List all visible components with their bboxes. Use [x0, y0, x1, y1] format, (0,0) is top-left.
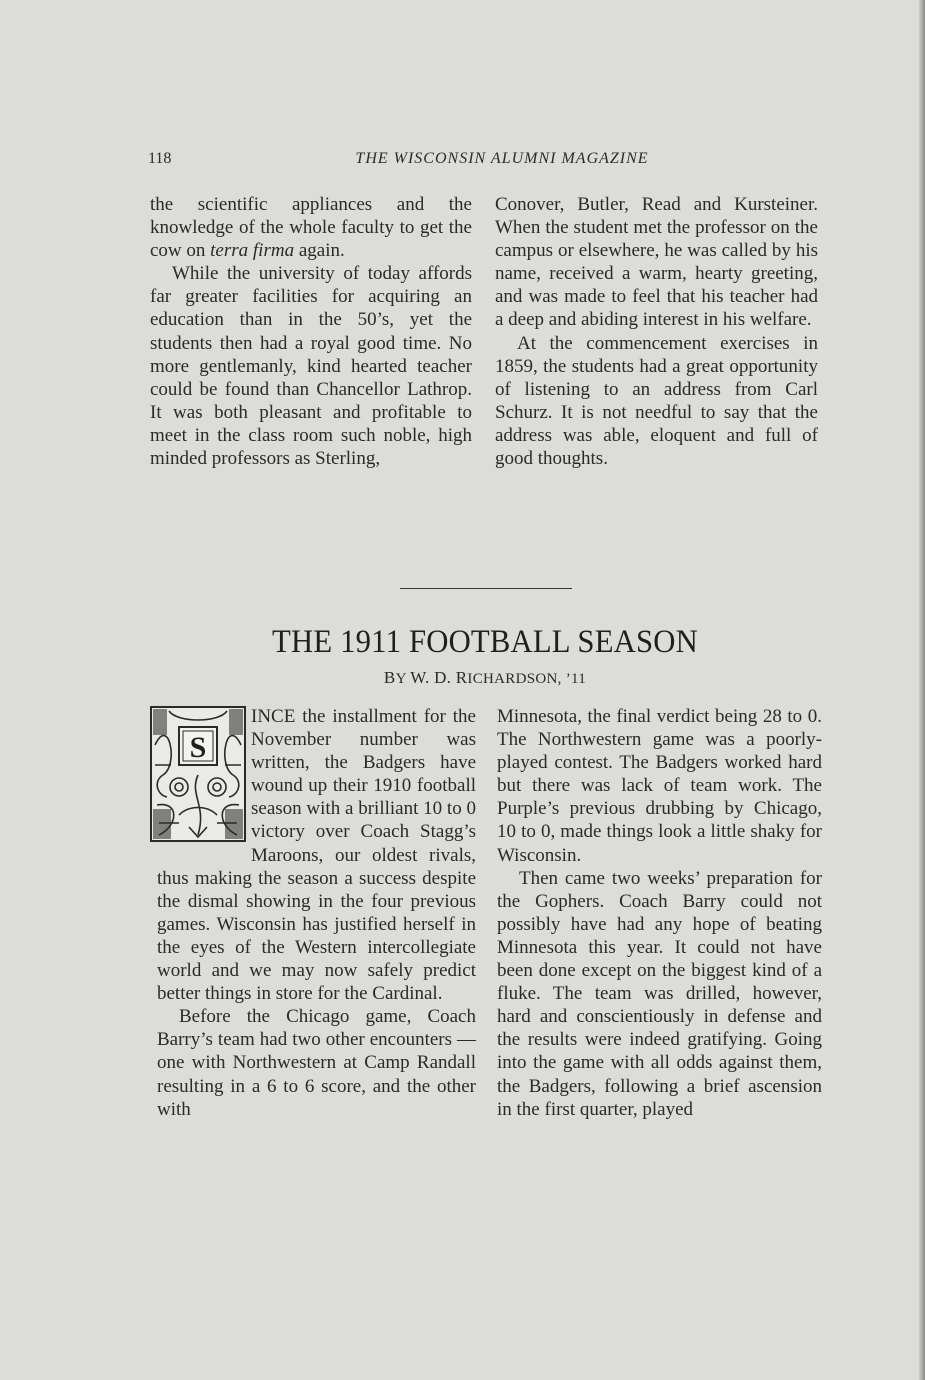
drop-cap-ornament — [149, 705, 247, 845]
paragraph: At the commencement exercises in 1859, the students had a great opportunity of listening to an address from Carl Schurz. It is not needful to say that the address was able, eloquent and full of good thoughts. — [495, 332, 818, 470]
paragraph: While the university of today affords far greater facilities for acquiring an education than in the 50’s, yet the students then had a royal good time. No more gentlemanly, kind hearted teacher could be found than Chancellor Lathrop. It was both pleasant and profitable to meet in the class room such noble, high minded professors as Sterling, — [150, 263, 472, 470]
byline-author-rest: ICHARDSON, ’11 — [467, 671, 587, 687]
italic-phrase: terra firma — [210, 240, 295, 262]
paragraph: INCE the installment for the November number was written, the Badgers have wound up their 1910 football season with a brilliant 10 to 0 victory over Coach Stagg’s Maroons, our oldest rivals, thus making the season a success despite the dismal showing in the four previous games. Wisconsin has justified herself in the eyes of the Western intercollegiate world and we may now safely predict better things in store for the Cardinal. — [157, 706, 476, 1005]
paragraph: Minnesota, the final verdict being 28 to 0. The Northwestern game was a poorly-played contest. The Badgers worked hard but there was lack of team work. The Purple’s previous drubbing by Chicago, 10 to 0, made things look a little shaky for Wisconsin. — [497, 706, 822, 866]
running-header — [148, 150, 826, 174]
page-number: 118 — [148, 150, 172, 167]
text-run: again. — [294, 240, 345, 262]
paragraph: Then came two weeks’ preparation for the Gophers. Coach Barry could not possibly have had any hope of beating Minnesota this year. It could not have been done except on the biggest kind of a fluke. The team was drilled, however, hard and conscientiously in defense and the results were indeed gratifying. Going into the game with all odds against them, the Badgers, following a brief ascension in the first quarter, played — [497, 867, 822, 1120]
drop-cap-letter: S — [189, 731, 207, 764]
section-divider — [400, 588, 572, 589]
top-left-column — [150, 193, 472, 470]
article-title: THE 1911 FOOTBALL SEASON — [272, 624, 698, 660]
paragraph: Conover, Butler, Read and Kursteiner. When the student met the professor on the campus or elsewhere, he was called by his name, received a warm, hearty greeting, and was made to feel that his teacher had a deep and abiding interest in his welfare. — [495, 194, 818, 331]
byline — [150, 668, 820, 688]
magazine-title: THE WISCONSIN ALUMNI MAGAZINE — [355, 150, 649, 167]
ornamental-drop-cap — [149, 705, 247, 845]
page-edge-shadow — [919, 0, 925, 1380]
paragraph: Before the Chicago game, Coach Barry’s team had two other encounters — one with Northwestern at Camp Randall resulting in a 6 to 6 score, and the other with — [157, 1006, 476, 1120]
byline-y: Y — [395, 671, 407, 687]
top-right-column — [495, 193, 818, 470]
bottom-right-column — [497, 705, 822, 1121]
byline-author-start: W. D. R — [410, 668, 468, 687]
text-run: the scientific appliances and the knowledge of the whole faculty to get the cow on — [150, 194, 472, 262]
paragraph — [150, 193, 472, 262]
bottom-left-column — [157, 705, 476, 1121]
byline-b: B — [383, 668, 396, 687]
